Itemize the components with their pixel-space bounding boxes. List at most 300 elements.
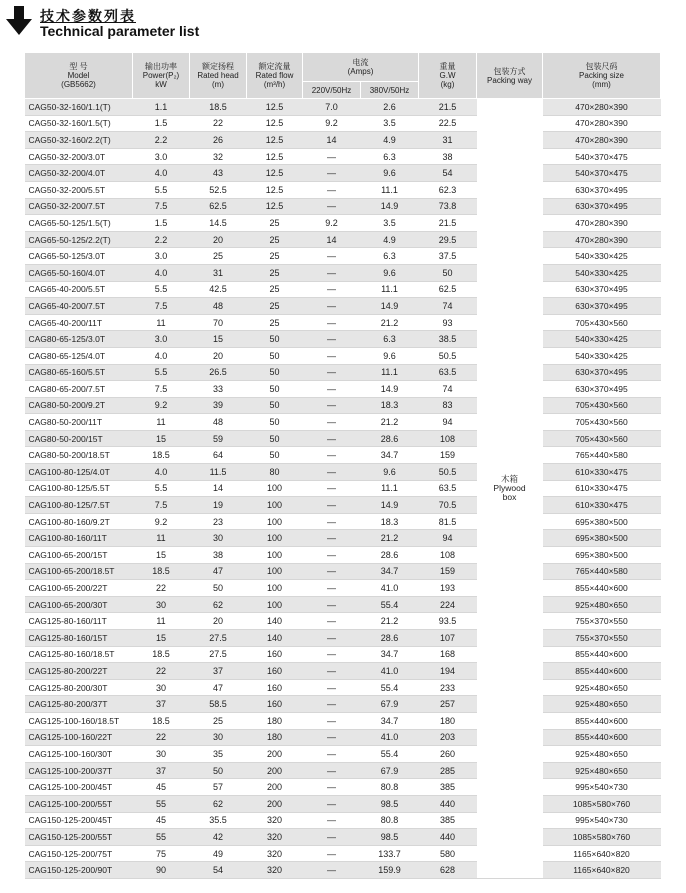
cell-packing-size: 925×480×650 bbox=[543, 679, 661, 696]
cell-flow: 50 bbox=[247, 430, 303, 447]
cell-current-220v: — bbox=[303, 464, 361, 481]
cell-head: 20 bbox=[190, 231, 247, 248]
table-row bbox=[25, 331, 661, 348]
cell-current-220v: — bbox=[303, 331, 361, 348]
cell-current-380v: 28.6 bbox=[361, 430, 419, 447]
cell-power: 7.5 bbox=[133, 298, 190, 315]
table-row bbox=[25, 314, 661, 331]
cell-weight: 38.5 bbox=[419, 331, 477, 348]
cell-current-220v: — bbox=[303, 862, 361, 879]
cell-head: 14.5 bbox=[190, 215, 247, 232]
cell-flow: 180 bbox=[247, 712, 303, 729]
cell-model: CAG150-125-200/75T bbox=[25, 845, 133, 862]
down-arrow-icon bbox=[6, 6, 32, 36]
header-current: 电流 (Amps) bbox=[303, 53, 419, 82]
table-row bbox=[25, 696, 661, 713]
table-row bbox=[25, 596, 661, 613]
cell-current-220v: 14 bbox=[303, 231, 361, 248]
cell-current-220v: — bbox=[303, 347, 361, 364]
cell-weight: 50.5 bbox=[419, 464, 477, 481]
cell-head: 27.5 bbox=[190, 646, 247, 663]
cell-flow: 320 bbox=[247, 829, 303, 846]
table-row bbox=[25, 663, 661, 680]
cell-head: 47 bbox=[190, 563, 247, 580]
table-row bbox=[25, 679, 661, 696]
cell-flow: 25 bbox=[247, 281, 303, 298]
cell-current-380v: 34.7 bbox=[361, 563, 419, 580]
cell-flow: 25 bbox=[247, 248, 303, 265]
cell-flow: 50 bbox=[247, 381, 303, 398]
cell-flow: 100 bbox=[247, 530, 303, 547]
cell-current-220v: — bbox=[303, 596, 361, 613]
cell-weight: 94 bbox=[419, 530, 477, 547]
cell-weight: 224 bbox=[419, 596, 477, 613]
cell-weight: 385 bbox=[419, 812, 477, 829]
cell-weight: 50 bbox=[419, 264, 477, 281]
cell-head: 20 bbox=[190, 613, 247, 630]
cell-current-220v: — bbox=[303, 264, 361, 281]
cell-packing-size: 630×370×495 bbox=[543, 298, 661, 315]
cell-current-220v: — bbox=[303, 480, 361, 497]
cell-model: CAG125-100-200/55T bbox=[25, 795, 133, 812]
header-weight: 重量 G.W (kg) bbox=[419, 53, 477, 99]
cell-power: 15 bbox=[133, 630, 190, 647]
cell-weight: 83 bbox=[419, 397, 477, 414]
cell-power: 4.0 bbox=[133, 464, 190, 481]
table-row bbox=[25, 530, 661, 547]
cell-current-220v: — bbox=[303, 663, 361, 680]
cell-head: 59 bbox=[190, 430, 247, 447]
cell-current-380v: 9.6 bbox=[361, 347, 419, 364]
cell-current-380v: 11.1 bbox=[361, 181, 419, 198]
cell-model: CAG50-32-200/4.0T bbox=[25, 165, 133, 182]
table-row bbox=[25, 281, 661, 298]
cell-power: 2.2 bbox=[133, 231, 190, 248]
cell-packing-size: 630×370×495 bbox=[543, 198, 661, 215]
cell-power: 3.0 bbox=[133, 248, 190, 265]
cell-power: 5.5 bbox=[133, 480, 190, 497]
cell-weight: 385 bbox=[419, 779, 477, 796]
cell-flow: 160 bbox=[247, 679, 303, 696]
cell-power: 30 bbox=[133, 746, 190, 763]
cell-model: CAG80-50-200/9.2T bbox=[25, 397, 133, 414]
cell-packing-size: 610×330×475 bbox=[543, 464, 661, 481]
cell-model: CAG50-32-200/3.0T bbox=[25, 148, 133, 165]
cell-current-380v: 6.3 bbox=[361, 248, 419, 265]
cell-current-380v: 55.4 bbox=[361, 679, 419, 696]
cell-current-220v: — bbox=[303, 646, 361, 663]
header-head: 额定扬程 Rated head (m) bbox=[190, 53, 247, 99]
cell-current-380v: 14.9 bbox=[361, 497, 419, 514]
cell-head: 48 bbox=[190, 298, 247, 315]
cell-flow: 100 bbox=[247, 596, 303, 613]
cell-current-380v: 28.6 bbox=[361, 630, 419, 647]
cell-current-220v: — bbox=[303, 547, 361, 564]
cell-weight: 74 bbox=[419, 298, 477, 315]
cell-head: 26 bbox=[190, 132, 247, 149]
cell-current-380v: 14.9 bbox=[361, 198, 419, 215]
cell-power: 15 bbox=[133, 430, 190, 447]
cell-current-220v: 9.2 bbox=[303, 215, 361, 232]
table-row bbox=[25, 231, 661, 248]
header-380v: 380V/50Hz bbox=[361, 82, 419, 99]
cell-packing-size: 1085×580×760 bbox=[543, 795, 661, 812]
cell-current-380v: 9.6 bbox=[361, 165, 419, 182]
cell-model: CAG100-80-160/11T bbox=[25, 530, 133, 547]
cell-power: 15 bbox=[133, 547, 190, 564]
cell-packing-size: 540×370×475 bbox=[543, 165, 661, 182]
cell-head: 19 bbox=[190, 497, 247, 514]
cell-current-380v: 55.4 bbox=[361, 596, 419, 613]
cell-current-380v: 9.6 bbox=[361, 464, 419, 481]
cell-flow: 12.5 bbox=[247, 132, 303, 149]
table-row bbox=[25, 298, 661, 315]
cell-packing-size: 705×430×560 bbox=[543, 430, 661, 447]
cell-head: 64 bbox=[190, 447, 247, 464]
cell-power: 30 bbox=[133, 679, 190, 696]
cell-current-220v: — bbox=[303, 762, 361, 779]
header-packing-way: 包装方式 Packing way bbox=[477, 53, 543, 99]
cell-packing-size: 855×440×600 bbox=[543, 580, 661, 597]
cell-packing-size: 925×480×650 bbox=[543, 746, 661, 763]
cell-flow: 12.5 bbox=[247, 148, 303, 165]
cell-power: 22 bbox=[133, 729, 190, 746]
cell-weight: 628 bbox=[419, 862, 477, 879]
table-row bbox=[25, 845, 661, 862]
cell-packing-size: 765×440×580 bbox=[543, 563, 661, 580]
cell-power: 11 bbox=[133, 414, 190, 431]
cell-head: 42 bbox=[190, 829, 247, 846]
cell-current-380v: 11.1 bbox=[361, 480, 419, 497]
cell-power: 1.5 bbox=[133, 115, 190, 132]
cell-current-220v: — bbox=[303, 281, 361, 298]
cell-current-380v: 55.4 bbox=[361, 746, 419, 763]
cell-weight: 440 bbox=[419, 795, 477, 812]
cell-model: CAG125-80-200/30T bbox=[25, 679, 133, 696]
cell-head: 20 bbox=[190, 347, 247, 364]
cell-flow: 25 bbox=[247, 264, 303, 281]
cell-power: 18.5 bbox=[133, 646, 190, 663]
cell-model: CAG65-50-125/2.2(T) bbox=[25, 231, 133, 248]
cell-model: CAG80-50-200/18.5T bbox=[25, 447, 133, 464]
cell-weight: 180 bbox=[419, 712, 477, 729]
cell-head: 48 bbox=[190, 414, 247, 431]
table-row bbox=[25, 829, 661, 846]
cell-head: 25 bbox=[190, 712, 247, 729]
cell-current-380v: 159.9 bbox=[361, 862, 419, 879]
cell-packing-size: 925×480×650 bbox=[543, 762, 661, 779]
header-flow: 额定流量 Rated flow (m³/h) bbox=[247, 53, 303, 99]
cell-packing-size: 855×440×600 bbox=[543, 729, 661, 746]
cell-flow: 50 bbox=[247, 397, 303, 414]
cell-model: CAG80-50-200/15T bbox=[25, 430, 133, 447]
cell-current-380v: 3.5 bbox=[361, 115, 419, 132]
cell-weight: 62.3 bbox=[419, 181, 477, 198]
cell-current-220v: — bbox=[303, 497, 361, 514]
cell-packing-size: 925×480×650 bbox=[543, 596, 661, 613]
table-row bbox=[25, 165, 661, 182]
page-header bbox=[0, 0, 686, 48]
cell-model: CAG50-32-160/2.2(T) bbox=[25, 132, 133, 149]
cell-power: 5.5 bbox=[133, 364, 190, 381]
cell-head: 37 bbox=[190, 663, 247, 680]
cell-weight: 159 bbox=[419, 447, 477, 464]
cell-packing-way: 木箱 Plywood box bbox=[477, 99, 543, 879]
table-row bbox=[25, 464, 661, 481]
cell-current-220v: — bbox=[303, 513, 361, 530]
cell-current-220v: — bbox=[303, 381, 361, 398]
cell-head: 62 bbox=[190, 596, 247, 613]
cell-current-380v: 67.9 bbox=[361, 762, 419, 779]
table-row bbox=[25, 795, 661, 812]
table-row bbox=[25, 646, 661, 663]
cell-current-380v: 34.7 bbox=[361, 447, 419, 464]
cell-weight: 50.5 bbox=[419, 347, 477, 364]
cell-packing-size: 855×440×600 bbox=[543, 663, 661, 680]
cell-model: CAG50-32-160/1.1(T) bbox=[25, 99, 133, 116]
cell-current-380v: 67.9 bbox=[361, 696, 419, 713]
cell-head: 50 bbox=[190, 762, 247, 779]
cell-flow: 12.5 bbox=[247, 181, 303, 198]
cell-packing-size: 470×280×390 bbox=[543, 231, 661, 248]
cell-head: 14 bbox=[190, 480, 247, 497]
cell-head: 43 bbox=[190, 165, 247, 182]
cell-flow: 160 bbox=[247, 696, 303, 713]
cell-flow: 160 bbox=[247, 646, 303, 663]
cell-model: CAG100-65-200/30T bbox=[25, 596, 133, 613]
cell-packing-size: 540×330×425 bbox=[543, 264, 661, 281]
header-model: 型 号 Model (GB5662) bbox=[25, 53, 133, 99]
cell-head: 54 bbox=[190, 862, 247, 879]
cell-power: 55 bbox=[133, 795, 190, 812]
cell-packing-size: 540×330×425 bbox=[543, 248, 661, 265]
cell-model: CAG80-65-200/7.5T bbox=[25, 381, 133, 398]
cell-packing-size: 470×280×390 bbox=[543, 115, 661, 132]
table-row bbox=[25, 480, 661, 497]
table-row bbox=[25, 430, 661, 447]
table-row bbox=[25, 347, 661, 364]
table-row bbox=[25, 712, 661, 729]
cell-power: 18.5 bbox=[133, 712, 190, 729]
cell-power: 4.0 bbox=[133, 165, 190, 182]
table-row bbox=[25, 414, 661, 431]
cell-model: CAG125-100-160/30T bbox=[25, 746, 133, 763]
cell-flow: 100 bbox=[247, 547, 303, 564]
cell-model: CAG50-32-200/5.5T bbox=[25, 181, 133, 198]
cell-model: CAG100-65-200/18.5T bbox=[25, 563, 133, 580]
cell-power: 4.0 bbox=[133, 264, 190, 281]
cell-flow: 100 bbox=[247, 513, 303, 530]
cell-model: CAG150-125-200/45T bbox=[25, 812, 133, 829]
cell-flow: 100 bbox=[247, 580, 303, 597]
cell-weight: 260 bbox=[419, 746, 477, 763]
cell-model: CAG100-80-125/5.5T bbox=[25, 480, 133, 497]
cell-weight: 93 bbox=[419, 314, 477, 331]
cell-head: 27.5 bbox=[190, 630, 247, 647]
cell-current-220v: — bbox=[303, 530, 361, 547]
cell-current-380v: 41.0 bbox=[361, 729, 419, 746]
cell-flow: 12.5 bbox=[247, 115, 303, 132]
cell-packing-size: 855×440×600 bbox=[543, 712, 661, 729]
cell-weight: 73.8 bbox=[419, 198, 477, 215]
cell-weight: 54 bbox=[419, 165, 477, 182]
cell-power: 7.5 bbox=[133, 381, 190, 398]
cell-weight: 193 bbox=[419, 580, 477, 597]
cell-flow: 50 bbox=[247, 364, 303, 381]
cell-current-220v: — bbox=[303, 779, 361, 796]
table-row bbox=[25, 264, 661, 281]
cell-power: 1.1 bbox=[133, 99, 190, 116]
cell-packing-size: 540×330×425 bbox=[543, 347, 661, 364]
cell-weight: 63.5 bbox=[419, 480, 477, 497]
cell-packing-size: 470×280×390 bbox=[543, 132, 661, 149]
cell-current-380v: 14.9 bbox=[361, 381, 419, 398]
table-row bbox=[25, 779, 661, 796]
cell-model: CAG125-100-200/45T bbox=[25, 779, 133, 796]
cell-flow: 50 bbox=[247, 331, 303, 348]
cell-current-380v: 3.5 bbox=[361, 215, 419, 232]
cell-current-380v: 34.7 bbox=[361, 712, 419, 729]
cell-flow: 25 bbox=[247, 215, 303, 232]
cell-weight: 70.5 bbox=[419, 497, 477, 514]
table-row bbox=[25, 812, 661, 829]
cell-power: 90 bbox=[133, 862, 190, 879]
cell-current-220v: — bbox=[303, 630, 361, 647]
cell-current-380v: 21.2 bbox=[361, 314, 419, 331]
cell-model: CAG125-80-160/18.5T bbox=[25, 646, 133, 663]
cell-power: 75 bbox=[133, 845, 190, 862]
header-220v: 220V/50Hz bbox=[303, 82, 361, 99]
table-row bbox=[25, 381, 661, 398]
cell-current-380v: 80.8 bbox=[361, 812, 419, 829]
cell-weight: 108 bbox=[419, 547, 477, 564]
cell-flow: 320 bbox=[247, 845, 303, 862]
cell-current-380v: 21.2 bbox=[361, 613, 419, 630]
cell-head: 52.5 bbox=[190, 181, 247, 198]
cell-flow: 200 bbox=[247, 746, 303, 763]
cell-packing-size: 630×370×495 bbox=[543, 364, 661, 381]
cell-head: 30 bbox=[190, 530, 247, 547]
cell-current-380v: 98.5 bbox=[361, 829, 419, 846]
cell-model: CAG125-80-160/11T bbox=[25, 613, 133, 630]
cell-packing-size: 925×480×650 bbox=[543, 696, 661, 713]
table-row bbox=[25, 364, 661, 381]
table-row bbox=[25, 563, 661, 580]
cell-weight: 31 bbox=[419, 132, 477, 149]
cell-power: 9.2 bbox=[133, 513, 190, 530]
cell-current-380v: 11.1 bbox=[361, 281, 419, 298]
table-row bbox=[25, 132, 661, 149]
cell-model: CAG125-100-160/18.5T bbox=[25, 712, 133, 729]
cell-weight: 74 bbox=[419, 381, 477, 398]
cell-packing-size: 855×440×600 bbox=[543, 646, 661, 663]
cell-model: CAG125-100-160/22T bbox=[25, 729, 133, 746]
cell-current-380v: 9.6 bbox=[361, 264, 419, 281]
cell-model: CAG65-50-125/1.5(T) bbox=[25, 215, 133, 232]
page-title-en: Technical parameter list bbox=[40, 23, 200, 39]
cell-packing-size: 470×280×390 bbox=[543, 215, 661, 232]
cell-flow: 100 bbox=[247, 563, 303, 580]
cell-current-220v: — bbox=[303, 248, 361, 265]
cell-flow: 160 bbox=[247, 663, 303, 680]
cell-head: 11.5 bbox=[190, 464, 247, 481]
cell-weight: 203 bbox=[419, 729, 477, 746]
cell-model: CAG100-65-200/22T bbox=[25, 580, 133, 597]
cell-model: CAG65-40-200/5.5T bbox=[25, 281, 133, 298]
cell-packing-size: 540×370×475 bbox=[543, 148, 661, 165]
cell-flow: 200 bbox=[247, 779, 303, 796]
cell-power: 22 bbox=[133, 580, 190, 597]
cell-packing-size: 995×540×730 bbox=[543, 812, 661, 829]
cell-head: 47 bbox=[190, 679, 247, 696]
cell-head: 62.5 bbox=[190, 198, 247, 215]
table-row bbox=[25, 148, 661, 165]
cell-head: 15 bbox=[190, 331, 247, 348]
cell-power: 5.5 bbox=[133, 181, 190, 198]
cell-weight: 159 bbox=[419, 563, 477, 580]
table-row bbox=[25, 397, 661, 414]
cell-packing-size: 705×430×560 bbox=[543, 314, 661, 331]
cell-head: 57 bbox=[190, 779, 247, 796]
cell-packing-size: 540×330×425 bbox=[543, 331, 661, 348]
cell-power: 3.0 bbox=[133, 331, 190, 348]
cell-power: 55 bbox=[133, 829, 190, 846]
cell-head: 62 bbox=[190, 795, 247, 812]
cell-model: CAG100-65-200/15T bbox=[25, 547, 133, 564]
table-row bbox=[25, 729, 661, 746]
cell-weight: 580 bbox=[419, 845, 477, 862]
cell-model: CAG125-80-200/22T bbox=[25, 663, 133, 680]
cell-current-220v: 14 bbox=[303, 132, 361, 149]
cell-power: 18.5 bbox=[133, 447, 190, 464]
cell-head: 70 bbox=[190, 314, 247, 331]
cell-current-380v: 98.5 bbox=[361, 795, 419, 812]
cell-weight: 38 bbox=[419, 148, 477, 165]
cell-current-380v: 4.9 bbox=[361, 231, 419, 248]
cell-model: CAG80-50-200/11T bbox=[25, 414, 133, 431]
cell-flow: 12.5 bbox=[247, 165, 303, 182]
cell-current-220v: — bbox=[303, 746, 361, 763]
cell-head: 32 bbox=[190, 148, 247, 165]
table-row bbox=[25, 547, 661, 564]
cell-packing-size: 995×540×730 bbox=[543, 779, 661, 796]
cell-current-220v: — bbox=[303, 613, 361, 630]
cell-current-220v: — bbox=[303, 414, 361, 431]
cell-weight: 22.5 bbox=[419, 115, 477, 132]
cell-weight: 168 bbox=[419, 646, 477, 663]
cell-flow: 25 bbox=[247, 314, 303, 331]
cell-current-220v: — bbox=[303, 580, 361, 597]
cell-current-380v: 18.3 bbox=[361, 513, 419, 530]
cell-head: 22 bbox=[190, 115, 247, 132]
cell-packing-size: 755×370×550 bbox=[543, 613, 661, 630]
cell-flow: 25 bbox=[247, 231, 303, 248]
cell-packing-size: 705×430×560 bbox=[543, 397, 661, 414]
cell-current-380v: 2.6 bbox=[361, 99, 419, 116]
cell-power: 30 bbox=[133, 596, 190, 613]
cell-current-380v: 6.3 bbox=[361, 148, 419, 165]
cell-current-220v: — bbox=[303, 712, 361, 729]
cell-flow: 140 bbox=[247, 630, 303, 647]
cell-model: CAG65-50-160/4.0T bbox=[25, 264, 133, 281]
cell-model: CAG125-80-160/15T bbox=[25, 630, 133, 647]
cell-packing-size: 610×330×475 bbox=[543, 497, 661, 514]
cell-flow: 100 bbox=[247, 497, 303, 514]
cell-packing-size: 1165×640×820 bbox=[543, 862, 661, 879]
cell-packing-size: 695×380×500 bbox=[543, 547, 661, 564]
cell-current-220v: 9.2 bbox=[303, 115, 361, 132]
cell-weight: 93.5 bbox=[419, 613, 477, 630]
